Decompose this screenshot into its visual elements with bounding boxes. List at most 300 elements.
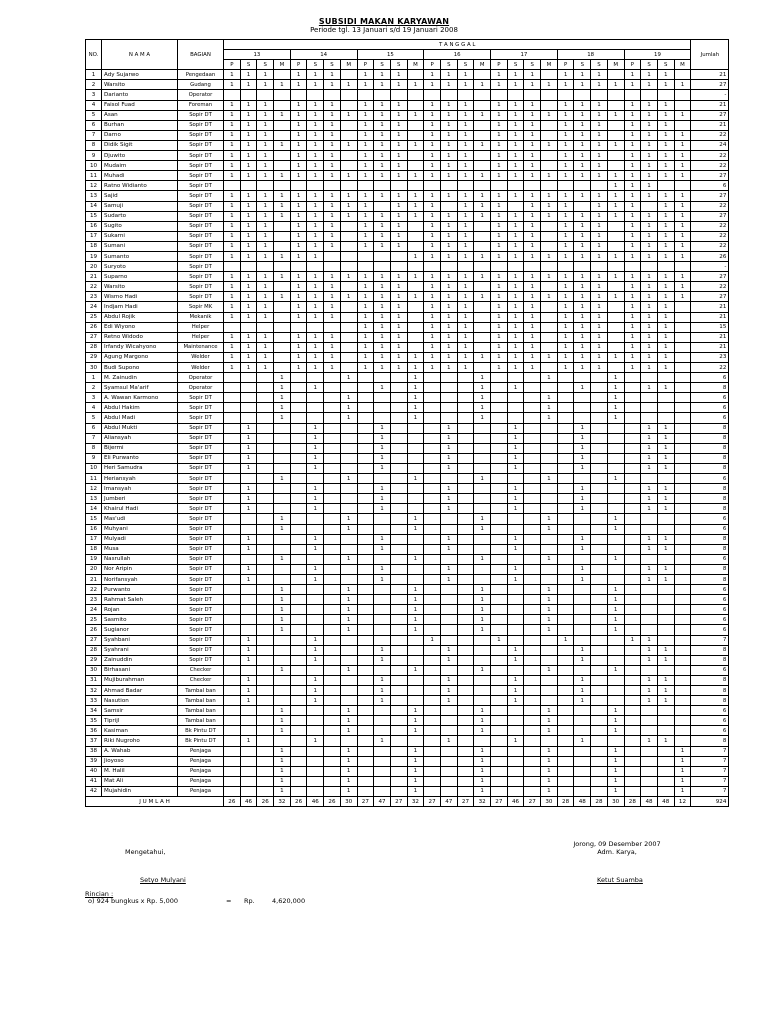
- row-mark: 1: [541, 140, 558, 150]
- row-mark: 1: [641, 433, 658, 443]
- row-bagian: Sopir DT: [178, 645, 224, 655]
- row-mark: [674, 352, 691, 362]
- row-mark: 1: [474, 776, 491, 786]
- row-mark: 1: [541, 251, 558, 261]
- row-mark: [524, 746, 541, 756]
- row-mark: [424, 625, 441, 635]
- row-number: 20: [86, 564, 102, 574]
- row-mark: [557, 675, 574, 685]
- row-mark: [440, 786, 457, 796]
- row-mark: 1: [340, 706, 357, 716]
- row-mark: 1: [574, 231, 591, 241]
- row-mark: 1: [240, 211, 257, 221]
- table-row: [86, 514, 729, 524]
- row-mark: 1: [407, 706, 424, 716]
- row-mark: 1: [641, 332, 658, 342]
- row-mark: 1: [257, 241, 274, 251]
- row-mark: [340, 181, 357, 191]
- row-mark: 1: [374, 161, 391, 171]
- row-jumlah: 8: [691, 463, 729, 473]
- row-bagian: Sopir DT: [178, 574, 224, 584]
- row-mark: 1: [641, 383, 658, 393]
- row-mark: 1: [574, 191, 591, 201]
- row-mark: [224, 625, 241, 635]
- row-mark: [591, 484, 608, 494]
- row-mark: [574, 595, 591, 605]
- row-number: 13: [86, 191, 102, 201]
- row-mark: 1: [374, 504, 391, 514]
- row-mark: 1: [324, 302, 341, 312]
- row-mark: 1: [507, 140, 524, 150]
- totals-value: 12: [674, 797, 691, 807]
- row-mark: 1: [340, 585, 357, 595]
- header-shift: S: [524, 60, 541, 70]
- row-mark: [674, 645, 691, 655]
- row-mark: [491, 716, 508, 726]
- row-mark: 1: [457, 171, 474, 181]
- row-mark: 1: [390, 140, 407, 150]
- row-mark: 1: [607, 110, 624, 120]
- row-mark: 1: [524, 352, 541, 362]
- row-mark: 1: [240, 140, 257, 150]
- row-mark: [424, 443, 441, 453]
- row-mark: [591, 686, 608, 696]
- row-mark: [274, 736, 291, 746]
- row-mark: 1: [591, 70, 608, 80]
- row-mark: [557, 564, 574, 574]
- row-mark: 1: [557, 292, 574, 302]
- row-mark: 1: [307, 332, 324, 342]
- row-mark: 1: [424, 352, 441, 362]
- header-shift: S: [507, 60, 524, 70]
- row-mark: [674, 574, 691, 584]
- row-nama: Nor Aripin: [102, 564, 178, 574]
- row-mark: [224, 605, 241, 615]
- row-mark: [374, 665, 391, 675]
- table-row: [86, 312, 729, 322]
- row-mark: 1: [674, 272, 691, 282]
- row-mark: 1: [474, 292, 491, 302]
- row-mark: [524, 90, 541, 100]
- row-jumlah: 27: [691, 211, 729, 221]
- row-mark: 1: [307, 110, 324, 120]
- row-mark: [374, 514, 391, 524]
- row-mark: [591, 504, 608, 514]
- row-mark: 1: [524, 322, 541, 332]
- row-mark: 1: [641, 100, 658, 110]
- row-mark: [557, 786, 574, 796]
- table-row: [86, 292, 729, 302]
- row-mark: 1: [457, 161, 474, 171]
- row-bagian: Penjaga: [178, 786, 224, 796]
- row-mark: 1: [674, 191, 691, 201]
- row-mark: [491, 746, 508, 756]
- row-jumlah: 6: [691, 726, 729, 736]
- row-mark: [591, 766, 608, 776]
- row-mark: 1: [507, 342, 524, 352]
- row-mark: [424, 595, 441, 605]
- row-mark: [374, 716, 391, 726]
- row-mark: [407, 332, 424, 342]
- row-mark: [641, 625, 658, 635]
- row-nama: Heriansyah: [102, 474, 178, 484]
- table-row: [86, 403, 729, 413]
- row-mark: [374, 595, 391, 605]
- row-mark: [507, 776, 524, 786]
- row-number: 19: [86, 251, 102, 261]
- row-mark: 1: [340, 625, 357, 635]
- row-mark: 1: [507, 211, 524, 221]
- row-mark: [574, 665, 591, 675]
- row-mark: [224, 413, 241, 423]
- row-mark: [390, 534, 407, 544]
- row-mark: 1: [274, 80, 291, 90]
- row-mark: 1: [591, 161, 608, 171]
- row-mark: [390, 655, 407, 665]
- row-mark: 1: [657, 191, 674, 201]
- row-mark: [307, 746, 324, 756]
- row-mark: 1: [641, 221, 658, 231]
- row-mark: 1: [240, 161, 257, 171]
- row-mark: 1: [307, 635, 324, 645]
- table-row: [86, 70, 729, 80]
- row-mark: 1: [357, 342, 374, 352]
- row-number: 40: [86, 766, 102, 776]
- row-mark: [390, 786, 407, 796]
- row-mark: [457, 484, 474, 494]
- row-mark: 1: [257, 342, 274, 352]
- row-mark: 1: [541, 595, 558, 605]
- row-jumlah: 6: [691, 474, 729, 484]
- row-bagian: Sopir DT: [178, 201, 224, 211]
- row-mark: [657, 635, 674, 645]
- row-mark: [407, 645, 424, 655]
- row-mark: [574, 766, 591, 776]
- row-mark: 1: [557, 191, 574, 201]
- row-mark: [307, 585, 324, 595]
- row-mark: 1: [424, 211, 441, 221]
- row-mark: [607, 70, 624, 80]
- row-mark: [407, 231, 424, 241]
- row-mark: [307, 756, 324, 766]
- row-mark: [357, 675, 374, 685]
- row-mark: 1: [574, 453, 591, 463]
- row-mark: [524, 736, 541, 746]
- row-mark: [440, 615, 457, 625]
- row-mark: 1: [524, 312, 541, 322]
- row-mark: [491, 262, 508, 272]
- row-mark: [290, 605, 307, 615]
- row-mark: [290, 474, 307, 484]
- row-mark: 1: [557, 100, 574, 110]
- row-mark: [390, 635, 407, 645]
- row-mark: 1: [307, 231, 324, 241]
- row-mark: 1: [357, 292, 374, 302]
- row-mark: [390, 403, 407, 413]
- footer-place-date: Jorong, 09 Desember 2007: [573, 840, 661, 848]
- row-mark: 1: [240, 80, 257, 90]
- table-row: [86, 776, 729, 786]
- row-mark: [574, 746, 591, 756]
- row-mark: [674, 443, 691, 453]
- row-bagian: Sopir DT: [178, 514, 224, 524]
- row-mark: [474, 463, 491, 473]
- row-mark: [440, 524, 457, 534]
- row-mark: 1: [557, 352, 574, 362]
- row-mark: [324, 90, 341, 100]
- row-mark: [390, 615, 407, 625]
- row-mark: [674, 554, 691, 564]
- row-mark: [541, 635, 558, 645]
- header-shift: M: [541, 60, 558, 70]
- row-mark: [624, 655, 641, 665]
- row-mark: 1: [507, 696, 524, 706]
- row-jumlah: 8: [691, 423, 729, 433]
- row-mark: [624, 433, 641, 443]
- row-bagian: Bk Pintu DT: [178, 726, 224, 736]
- row-mark: [541, 262, 558, 272]
- row-number: 26: [86, 322, 102, 332]
- row-mark: 1: [257, 201, 274, 211]
- row-mark: [390, 393, 407, 403]
- row-mark: [657, 625, 674, 635]
- row-mark: [307, 766, 324, 776]
- row-jumlah: 8: [691, 686, 729, 696]
- totals-value: 48: [574, 797, 591, 807]
- row-jumlah: 27: [691, 110, 729, 120]
- row-mark: 1: [674, 140, 691, 150]
- table-row: [86, 211, 729, 221]
- row-number: 6: [86, 120, 102, 130]
- row-mark: [457, 686, 474, 696]
- row-mark: 1: [390, 272, 407, 282]
- row-mark: 1: [424, 201, 441, 211]
- row-mark: 1: [374, 312, 391, 322]
- row-mark: [257, 595, 274, 605]
- row-mark: 1: [557, 251, 574, 261]
- row-mark: [257, 322, 274, 332]
- row-mark: 1: [274, 514, 291, 524]
- row-mark: [224, 90, 241, 100]
- row-bagian: Sopir DT: [178, 393, 224, 403]
- row-mark: 1: [340, 474, 357, 484]
- row-number: 3: [86, 393, 102, 403]
- table-row: [86, 615, 729, 625]
- row-mark: 1: [340, 140, 357, 150]
- row-mark: [440, 201, 457, 211]
- row-mark: 1: [624, 161, 641, 171]
- row-mark: 1: [224, 201, 241, 211]
- row-mark: [491, 726, 508, 736]
- row-mark: 1: [440, 363, 457, 373]
- row-mark: [457, 655, 474, 665]
- row-mark: 1: [574, 675, 591, 685]
- row-mark: 1: [357, 171, 374, 181]
- row-mark: 1: [307, 383, 324, 393]
- header-date: 18: [557, 50, 624, 60]
- row-nama: Jumberi: [102, 494, 178, 504]
- row-mark: [424, 181, 441, 191]
- row-mark: 1: [224, 140, 241, 150]
- header-date: 15: [357, 50, 424, 60]
- row-mark: [357, 504, 374, 514]
- row-mark: [407, 453, 424, 463]
- row-mark: [324, 716, 341, 726]
- row-mark: [390, 423, 407, 433]
- row-mark: 1: [491, 352, 508, 362]
- row-mark: [357, 251, 374, 261]
- row-mark: [491, 494, 508, 504]
- row-mark: 1: [657, 292, 674, 302]
- row-nama: Warsito: [102, 282, 178, 292]
- row-mark: [390, 474, 407, 484]
- row-mark: 1: [374, 140, 391, 150]
- row-bagian: Sopir DT: [178, 554, 224, 564]
- row-mark: 1: [624, 201, 641, 211]
- row-mark: [674, 625, 691, 635]
- table-row: [86, 272, 729, 282]
- row-mark: 1: [340, 413, 357, 423]
- row-mark: 1: [674, 110, 691, 120]
- row-nama: Mas'udi: [102, 514, 178, 524]
- row-mark: [224, 574, 241, 584]
- row-mark: [624, 625, 641, 635]
- row-mark: 1: [541, 211, 558, 221]
- row-mark: [674, 120, 691, 130]
- row-mark: 1: [390, 100, 407, 110]
- row-mark: [374, 635, 391, 645]
- row-mark: 1: [307, 504, 324, 514]
- row-mark: [424, 776, 441, 786]
- row-mark: 1: [507, 151, 524, 161]
- row-mark: [357, 786, 374, 796]
- row-mark: 1: [641, 181, 658, 191]
- row-mark: [641, 716, 658, 726]
- row-mark: 1: [374, 171, 391, 181]
- row-mark: [424, 645, 441, 655]
- row-mark: 1: [374, 645, 391, 655]
- row-jumlah: 21: [691, 302, 729, 312]
- row-mark: [424, 544, 441, 554]
- row-mark: [274, 504, 291, 514]
- row-mark: [607, 312, 624, 322]
- row-mark: 1: [591, 80, 608, 90]
- row-mark: 1: [240, 544, 257, 554]
- row-mark: [457, 373, 474, 383]
- totals-value: 27: [491, 797, 508, 807]
- row-mark: 1: [474, 514, 491, 524]
- row-mark: 1: [491, 130, 508, 140]
- row-mark: [524, 393, 541, 403]
- row-mark: 1: [591, 272, 608, 282]
- row-mark: [607, 130, 624, 140]
- row-mark: 1: [290, 221, 307, 231]
- row-mark: 1: [657, 645, 674, 655]
- row-number: 9: [86, 453, 102, 463]
- row-mark: [657, 605, 674, 615]
- row-mark: 1: [457, 151, 474, 161]
- row-mark: 1: [557, 130, 574, 140]
- document-period: Periode tgl. 13 Januari s/d 19 Januari 2008: [310, 26, 458, 34]
- row-mark: 1: [641, 363, 658, 373]
- row-mark: 1: [624, 352, 641, 362]
- row-mark: 1: [290, 231, 307, 241]
- row-mark: [657, 403, 674, 413]
- row-mark: [657, 90, 674, 100]
- row-mark: [591, 403, 608, 413]
- row-mark: 1: [507, 433, 524, 443]
- row-mark: [557, 504, 574, 514]
- row-mark: 1: [641, 272, 658, 282]
- row-mark: [557, 696, 574, 706]
- row-mark: [674, 564, 691, 574]
- row-mark: [624, 645, 641, 655]
- row-mark: [324, 463, 341, 473]
- row-mark: [290, 393, 307, 403]
- row-mark: [457, 706, 474, 716]
- row-nama: Ratno Widianto: [102, 181, 178, 191]
- row-mark: 1: [424, 302, 441, 312]
- row-mark: [340, 241, 357, 251]
- row-mark: 1: [374, 534, 391, 544]
- row-mark: [357, 90, 374, 100]
- row-mark: [307, 514, 324, 524]
- row-mark: 1: [574, 70, 591, 80]
- row-mark: 1: [340, 292, 357, 302]
- totals-value: 27: [424, 797, 441, 807]
- row-mark: 1: [674, 241, 691, 251]
- row-mark: 1: [224, 151, 241, 161]
- row-mark: [674, 423, 691, 433]
- row-mark: [224, 474, 241, 484]
- row-mark: [507, 766, 524, 776]
- row-mark: [257, 605, 274, 615]
- row-mark: 1: [574, 241, 591, 251]
- row-mark: [324, 443, 341, 453]
- row-mark: [340, 302, 357, 312]
- row-mark: 1: [507, 191, 524, 201]
- row-mark: [474, 363, 491, 373]
- row-mark: [324, 564, 341, 574]
- row-mark: 1: [457, 70, 474, 80]
- row-mark: 1: [424, 342, 441, 352]
- row-nama: Nasution: [102, 696, 178, 706]
- row-mark: 1: [474, 554, 491, 564]
- row-mark: 1: [641, 342, 658, 352]
- row-mark: [340, 282, 357, 292]
- row-mark: 1: [541, 393, 558, 403]
- row-mark: [591, 776, 608, 786]
- header-shift: M: [340, 60, 357, 70]
- row-mark: [340, 332, 357, 342]
- row-mark: [340, 504, 357, 514]
- row-mark: 1: [374, 433, 391, 443]
- row-bagian: Welder: [178, 352, 224, 362]
- row-mark: [657, 766, 674, 776]
- row-mark: 1: [607, 171, 624, 181]
- row-mark: [574, 615, 591, 625]
- row-mark: [274, 120, 291, 130]
- row-mark: 1: [324, 151, 341, 161]
- row-mark: 1: [307, 272, 324, 282]
- row-mark: [274, 302, 291, 312]
- row-mark: [340, 564, 357, 574]
- row-bagian: Sopir DT: [178, 171, 224, 181]
- row-mark: 1: [307, 80, 324, 90]
- row-mark: [357, 625, 374, 635]
- row-mark: [541, 494, 558, 504]
- row-mark: [424, 373, 441, 383]
